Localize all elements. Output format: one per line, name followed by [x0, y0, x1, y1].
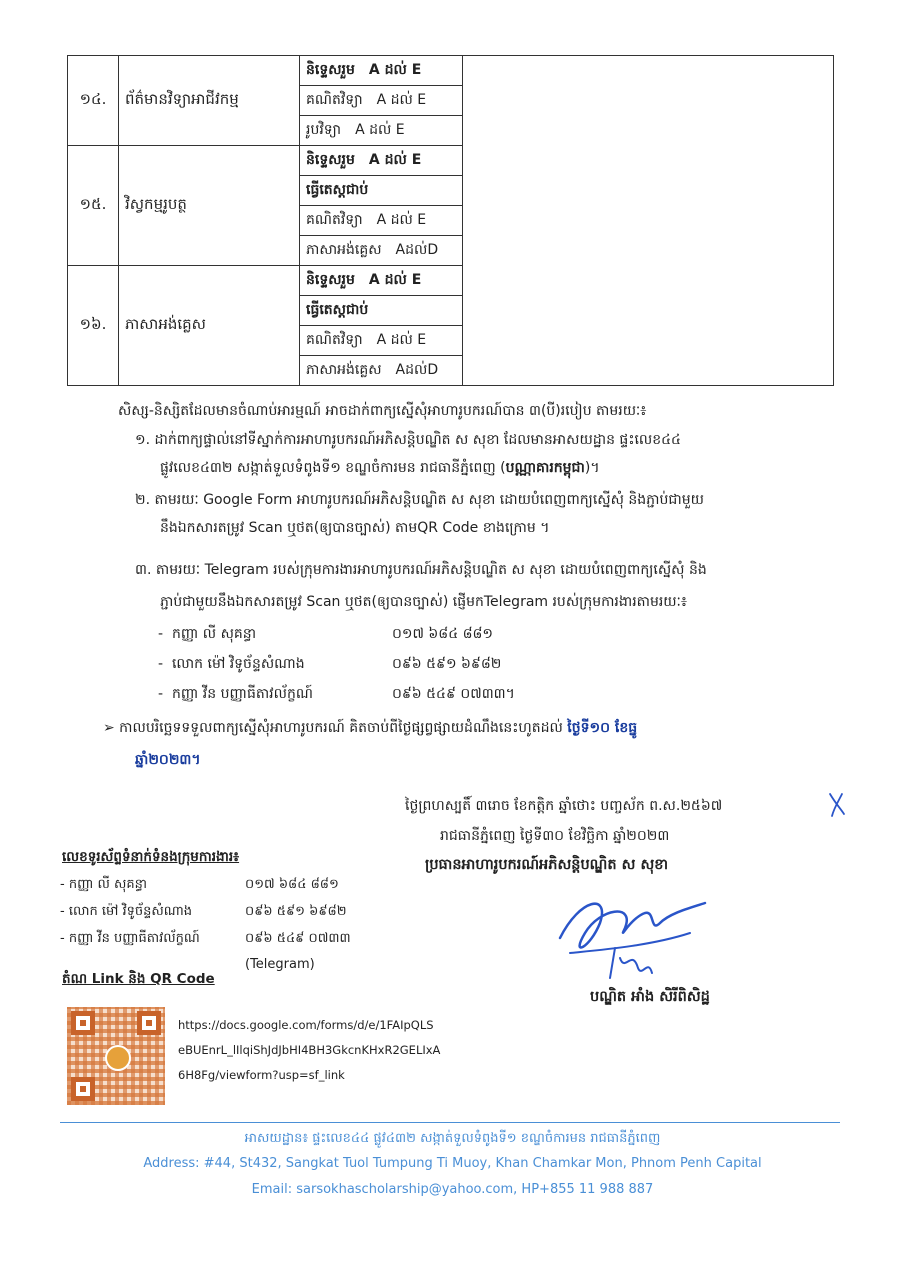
- signature-drawing: [540, 878, 710, 988]
- grade-range: A ដល់ E: [376, 332, 427, 348]
- initial-mark: [826, 790, 848, 818]
- subject-requirement: គណិតវិទ្យា A ដល់ E: [300, 326, 463, 356]
- contact-item: - កញ្ញា លី សុគន្ធា ០១៧ ៦៨៤ ៨៨១: [60, 877, 339, 892]
- major-name: ព័ត៌មានវិទ្យាអាជីវកម្ម: [119, 56, 300, 146]
- footer-email: Email: sarsokhascholarship@yahoo.com, HP+855 11 988 887: [251, 1182, 654, 1197]
- form-link-line-3[interactable]: 6H8Fg/viewform?usp=sf_link: [178, 1068, 345, 1082]
- grade-range: A ដល់ E: [368, 62, 422, 78]
- contact-heading: លេខទូរស័ព្ទទំនាក់ទំនងក្រុមការងារ៖: [62, 849, 240, 865]
- deadline-line-2: ឆ្នាំ២០២៣។: [135, 752, 201, 768]
- grade-range: A ដល់ E: [368, 272, 422, 288]
- contact-item: - កញ្ញា វីន បញ្ញាធីតាវល័ក្ខណ៍ ០៩៦ ៥៤៩ ០៧៣៣។: [158, 686, 515, 702]
- subject-requirement: ធ្វើតេស្តជាប់: [300, 296, 463, 326]
- telegram-note: (Telegram): [245, 957, 315, 972]
- subject-requirement: ភាសាអង់គ្លេស Aដល់D: [300, 356, 463, 386]
- table-row: [68, 56, 834, 86]
- row-number: ១៤.: [68, 56, 119, 146]
- footer-address-km: អាសយដ្ឋាន៖ ផ្ទះលេខ៤៤ ផ្លូវ៤៣២ សង្កាត់ទួលទំពូងទី១ ខណ្ឌចំការមន រាជធានីភ្នំពេញ: [244, 1131, 661, 1146]
- grade-range: Aដល់D: [395, 242, 439, 258]
- form-link-line-1[interactable]: https://docs.google.com/forms/d/e/1FAIpQLS: [178, 1018, 434, 1032]
- method-2-line-2: នឹងឯកសារតម្រូវ Scan ឬថត(ឲ្យបានច្បាស់) តាមQR Code ខាងក្រោម ។: [160, 520, 550, 536]
- method-3-line-2: ភ្ជាប់ជាមួយនឹងឯកសារតម្រូវ Scan ឬថត(ឲ្យបានច្បាស់) ផ្ញើមកTelegram របស់ក្រុមការងារតាមរយៈ៖: [160, 594, 688, 610]
- method-2-line-1: ២. តាមរយៈ Google Form អាហារូបករណ៍អភិសន្តិបណ្ឌិត ស សុខា ដោយបំពេញពាក្យស្នើសុំ និងភ្ជាប់ជាមួយ: [135, 492, 704, 508]
- contact-item: - លោក ម៉ៅ វិទូច័ន្ទសំណាង ០៩៦ ៥៩១ ៦៩៨២: [60, 904, 347, 919]
- subject-requirement: រូបវិទ្យា A ដល់ E: [300, 116, 463, 146]
- method-1-line-1: ១. ដាក់ពាក្យផ្ទាល់នៅទីស្នាក់ការអាហារូបករណ៍អភិសន្តិបណ្ឌិត ស សុខា ដែលមានអាសយដ្ឋាន ផ្ទះលេខ៤៤: [135, 432, 681, 448]
- grade-range: A ដល់ E: [368, 152, 422, 168]
- method-3-line-1: ៣. តាមរយៈ Telegram របស់ក្រុមការងារអាហារូបករណ៍អភិសន្តិបណ្ឌិត ស សុខា ដោយបំពេញពាក្យស្នើសុំ និង: [135, 562, 707, 578]
- major-name: ភាសាអង់គ្លេស: [119, 266, 300, 386]
- grade-range: A ដល់ E: [376, 212, 427, 228]
- empty-column: [463, 56, 834, 386]
- row-number: ១៥.: [68, 146, 119, 266]
- contact-item: - កញ្ញា វីន បញ្ញាធីតាវល័ក្ខណ៍ ០៩៦ ៥៤៩ ០៧៣៣: [60, 931, 351, 946]
- deadline-date: ថ្ងៃទី១០ ខែធ្នូ: [567, 720, 638, 736]
- subject-requirement: និទ្ទេសរួម A ដល់ E: [300, 56, 463, 86]
- solar-date: រាជធានីភ្នំពេញ ថ្ងៃទី៣០ ខែវិច្ឆិកា ឆ្នាំ២០២៣: [440, 828, 670, 844]
- link-heading: តំណ Link និង QR Code: [62, 971, 215, 987]
- grade-range: Aដល់D: [395, 362, 439, 378]
- subject-requirement: គណិតវិទ្យា A ដល់ E: [300, 86, 463, 116]
- contact-item: - កញ្ញា លី សុគន្ធា ០១៧ ៦៨៤ ៨៨១: [158, 626, 494, 642]
- grade-range: A ដល់ E: [355, 122, 405, 138]
- deadline-line-1: ➢ កាលបរិច្ឆេទទទួលពាក្យស្នើសុំអាហារូបករណ៍ គិតចាប់ពីថ្ងៃផ្សព្វផ្សាយដំណឹងនេះហូតដល់ ថ្ងៃទី១០ ខែធ្នូ: [103, 720, 638, 736]
- subject-requirement: ធ្វើតេស្តជាប់: [300, 176, 463, 206]
- contact-item: - លោក ម៉ៅ វិទូច័ន្ទសំណាង ០៩៦ ៥៩១ ៦៩៨២: [158, 656, 502, 672]
- bookstore-name: បណ្ណាគារកម្ពុជា: [505, 460, 585, 476]
- subject-requirement: គណិតវិទ្យា A ដល់ E: [300, 206, 463, 236]
- lunar-date: ថ្ងៃព្រហស្បតិ៍ ៣រោច ខែកត្តិក ឆ្នាំថោះ បញ្ចស័ក ព.ស.២៥៦៧: [405, 798, 723, 814]
- subject-requirement: និទ្ទេសរួម A ដល់ E: [300, 266, 463, 296]
- signer-name: បណ្ឌិត អាំង សិរីពិសិដ្ឋ: [590, 989, 710, 1005]
- footer-divider: [60, 1122, 840, 1123]
- method-1-line-2: ផ្លូវលេខ៤៣២ សង្កាត់ទួលទំពូងទី១ ខណ្ឌចំការមន រាជធានីភ្នំពេញ (បណ្ណាគារកម្ពុជា)។: [160, 460, 600, 476]
- intro-text: សិស្ស-និស្សិតដែលមានចំណាប់អារម្មណ៍ អាចដាក់ពាក្យស្នើសុំអាហារូបករណ៍បាន ៣(បី)របៀប តាមរយៈ៖: [118, 403, 647, 419]
- row-number: ១៦.: [68, 266, 119, 386]
- requirements-table: [67, 55, 834, 386]
- grade-range: A ដល់ E: [376, 92, 427, 108]
- footer-address-en: Address: #44, St432, Sangkat Tuol Tumpung Ti Muoy, Khan Chamkar Mon, Phnom Penh Capital: [143, 1156, 762, 1171]
- major-name: វិស្វកម្មរូបត្ថ: [119, 146, 300, 266]
- form-link-line-2[interactable]: eBUEnrL_lIlqiShJdJbHI4BH3GkcnKHxR2GELIxA: [178, 1043, 441, 1057]
- qr-code-image[interactable]: [67, 1007, 165, 1105]
- signer-title: ប្រធានអាហារូបករណ៍អភិសន្តិបណ្ឌិត ស សុខា: [425, 857, 669, 873]
- subject-requirement: និទ្ទេសរួម A ដល់ E: [300, 146, 463, 176]
- logo-icon: [105, 1045, 131, 1071]
- subject-requirement: ភាសាអង់គ្លេស Aដល់D: [300, 236, 463, 266]
